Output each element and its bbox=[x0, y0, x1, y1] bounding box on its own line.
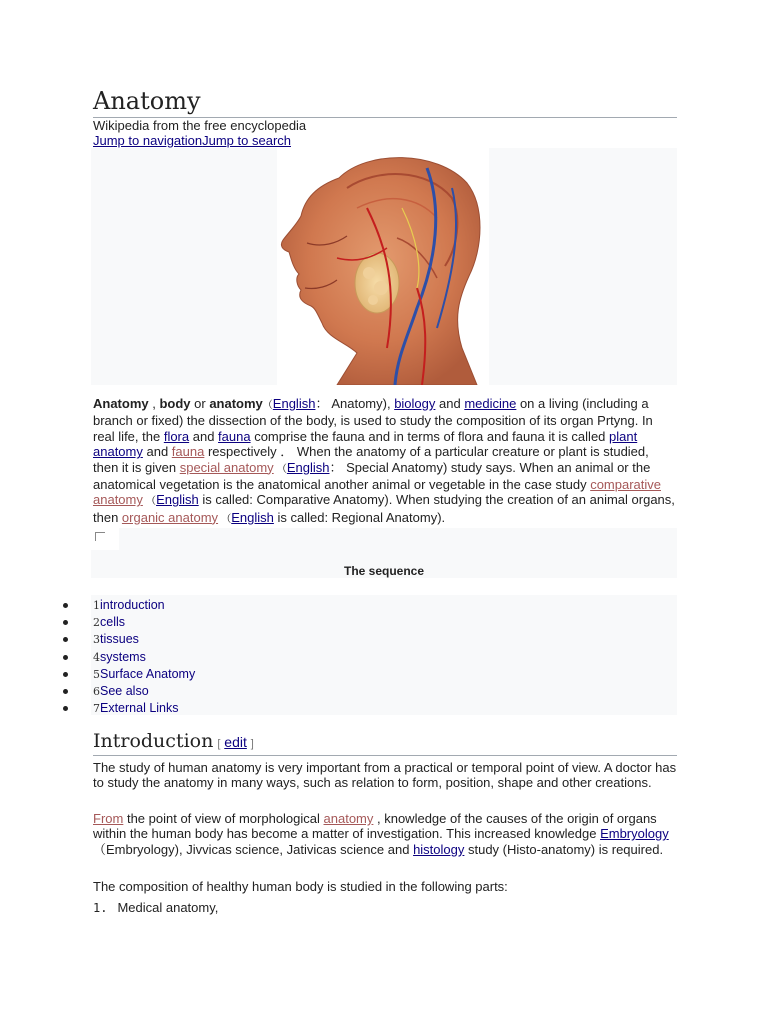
english-link[interactable]: English bbox=[286, 459, 330, 475]
english-link[interactable]: English bbox=[272, 396, 316, 411]
bullet-icon bbox=[63, 689, 68, 694]
jump-links bbox=[93, 133, 291, 148]
collapse-toggle-icon[interactable] bbox=[91, 528, 119, 550]
intro-paragraph-1: The study of human anatomy is very important from a practical or temporal point of view. A doctor has to study the anatomy in many ways, such as relation to form, position, shape and other creations. bbox=[93, 760, 677, 791]
bold-term: anatomy bbox=[209, 396, 263, 411]
flora-link[interactable]: flora bbox=[163, 428, 190, 444]
lead-paragraph: Anatomy , body or anatomy（English： Anatomy), biology and medicine on a living (including a branch or fixed) the dissection of the body, is used to study the composition of its organ Prtyng. In real life, the flora and fauna comprise the fauna and in terms of flora and fauna it is called plant anatomy and fauna respectively ． When the anatomy of a particular creature or plant is studied, then it is given special anatomy （English： Special Anatomy) study says. When an animal or the anatomical vegetation is the anatomical another animal or vegetable in the case study comparative anatomy （English is called: Comparative Anatomy). When studying the creation of an animal organs, then organic anatomy （English is called: Regional Anatomy). bbox=[93, 396, 675, 525]
embryology-link[interactable]: Embryology bbox=[600, 826, 669, 842]
organic-anatomy-redlink[interactable]: organic anatomy bbox=[121, 509, 219, 525]
table-of-contents bbox=[91, 595, 677, 715]
bold-term: Anatomy bbox=[93, 396, 149, 411]
bullet-icon bbox=[63, 620, 68, 625]
toc-item[interactable]: 7External Links bbox=[91, 700, 195, 717]
bold-term: body bbox=[159, 396, 191, 411]
toc-item[interactable]: 1introduction bbox=[91, 597, 195, 614]
bullet-icon bbox=[63, 637, 68, 642]
toc-item[interactable]: 4systems bbox=[91, 649, 195, 666]
from-redlink[interactable]: From bbox=[93, 811, 124, 826]
anatomy-redlink[interactable]: anatomy bbox=[323, 811, 374, 826]
bullet-icon bbox=[63, 603, 68, 608]
page-title: Anatomy bbox=[93, 86, 677, 118]
sequence-title: The sequence bbox=[343, 564, 425, 578]
toc-item[interactable]: 3tissues bbox=[91, 631, 195, 648]
jump-to-navigation-link[interactable]: Jump to navigation bbox=[93, 133, 203, 148]
toc-item[interactable]: 2cells bbox=[91, 614, 195, 631]
edit-section-link[interactable]: edit bbox=[224, 734, 247, 750]
bullet-icon bbox=[63, 706, 68, 711]
biology-link[interactable]: biology bbox=[394, 396, 436, 411]
bullet-icon bbox=[63, 672, 68, 677]
fauna-redlink[interactable]: fauna bbox=[171, 444, 205, 460]
toc-item[interactable]: 5Surface Anatomy bbox=[91, 666, 195, 683]
jump-to-search-link[interactable]: Jump to search bbox=[202, 133, 291, 148]
medicine-link[interactable]: medicine bbox=[464, 396, 517, 411]
english-link[interactable]: English bbox=[231, 509, 274, 525]
fauna-link[interactable]: fauna bbox=[218, 428, 251, 444]
sequence-box bbox=[91, 528, 677, 578]
histology-link[interactable]: histology bbox=[413, 841, 465, 857]
section-heading-introduction: Introduction [ edit ] bbox=[93, 730, 677, 756]
intro-paragraph-2: From the point of view of morphological anatomy , knowledge of the causes of the origin of organs within the human body has become a matter of investigation. This increased knowledge Embryology（Embryology), Jivvicas science, Jativicas science and histology study (Histo-anatomy) is required. bbox=[93, 811, 669, 857]
tagline: Wikipedia from the free encyclopedia bbox=[93, 118, 307, 133]
intro-paragraph-3: The composition of healthy human body is studied in the following parts: bbox=[93, 879, 508, 894]
toc-item[interactable]: 6See also bbox=[91, 683, 195, 700]
infobox-figure bbox=[91, 148, 677, 385]
plant-anatomy-link[interactable]: plant anatomy bbox=[93, 428, 638, 460]
list-item: 1. Medical anatomy, bbox=[93, 900, 219, 915]
bullet-icon bbox=[63, 655, 68, 660]
english-link[interactable]: English bbox=[156, 492, 199, 508]
comparative-anatomy-redlink[interactable]: comparative anatomy bbox=[93, 477, 661, 508]
head-anatomy-image[interactable] bbox=[277, 148, 489, 385]
special-anatomy-redlink[interactable]: special anatomy bbox=[179, 459, 274, 475]
